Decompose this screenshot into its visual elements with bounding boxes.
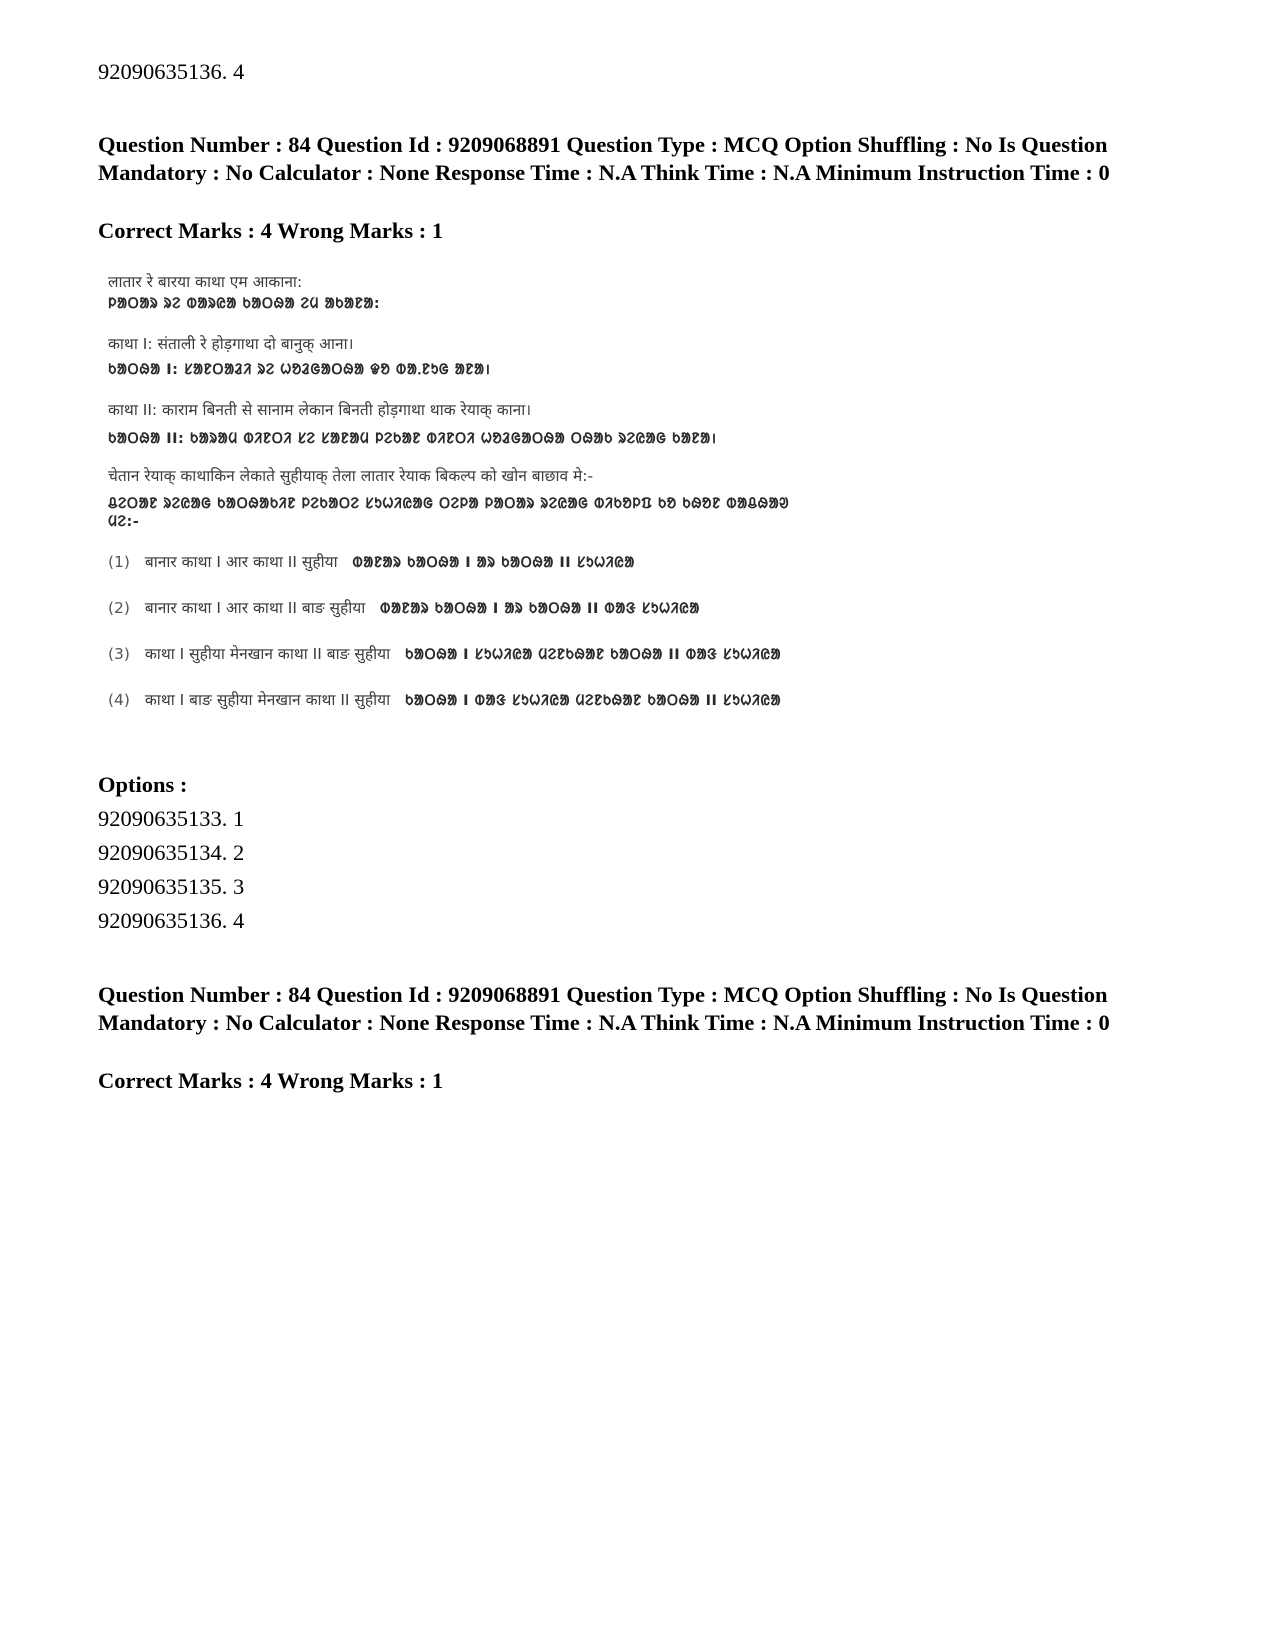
statement1-devanagari: काथा I: संताली रे होड़गाथा दो बानुक् आना। (108, 335, 354, 353)
choice-devanagari: काथा I सुहीया मेनखान काथा II बाङ सुहीया (144, 645, 391, 663)
question-header: Question Number : 84 Question Id : 9209068891 Question Type : MCQ Option Shuffling : No Is Question Mandatory : No Calculator : None Response Time : N.A Think Time : N.A Minimum Instruction Time : 0 (98, 982, 1110, 1035)
choice-olchiki: ᱵᱟᱱᱟᱨ ᱠᱟᱛᱷᱟ I ᱟᱨ ᱠᱟᱛᱷᱟ II ᱵᱟᱝ ᱥᱩᱦᱤᱭᱟ (380, 601, 700, 617)
intro-devanagari: लातार रे बारया काथा एम आकाना: (108, 273, 303, 291)
statement1-olchiki: ᱠᱟᱛᱷᱟ I: ᱥᱟᱱᱛᱟᱲᱤ ᱨᱮ ᱦᱚᱲᱜᱟᱛᱷᱟ ᱫᱚ ᱵᱟᱹᱱᱩᱜ ᱟᱱᱟ। (108, 362, 491, 378)
choice-devanagari: काथा I बाङ सुहीया मेनखान काथा II सुहीया (144, 691, 391, 709)
choice-number: (3) (108, 645, 130, 663)
choice-row (108, 690, 781, 711)
choice-olchiki: ᱠᱟᱛᱷᱟ I ᱵᱟᱝ ᱥᱩᱦᱤᱭᱟ ᱢᱮᱱᱠᱷᱟᱱ ᱠᱟᱛᱷᱟ II ᱥᱩᱦᱤᱭᱟ (404, 693, 782, 709)
statement2-olchiki: ᱠᱟᱛᱷᱟ II: ᱠᱟᱨᱟᱢ ᱵᱤᱱᱛᱤ ᱥᱮ ᱥᱟᱱᱟᱢ ᱞᱮᱠᱟᱱ ᱵᱤᱱᱛᱤ ᱦᱚᱲᱜᱟᱛᱷᱟ ᱛᱷᱟᱠ ᱨᱮᱭᱟᱜ ᱠᱟᱱᱟ। (108, 431, 717, 447)
question-marks: Correct Marks : 4 Wrong Marks : 1 (98, 218, 444, 243)
question-marks: Correct Marks : 4 Wrong Marks : 1 (98, 1068, 444, 1093)
choice-olchiki: ᱵᱟᱱᱟᱨ ᱠᱟᱛᱷᱟ I ᱟᱨ ᱠᱟᱛᱷᱟ II ᱥᱩᱦᱤᱭᱟ (352, 555, 635, 571)
option-item: 92090635136. 4 (98, 908, 245, 933)
instruction-olchiki-1: ᱪᱮᱛᱟᱱ ᱨᱮᱭᱟᱜ ᱠᱟᱛᱷᱟᱠᱤᱱ ᱞᱮᱠᱟᱛᱮ ᱥᱩᱦᱤᱭᱟᱜ ᱛᱮᱞᱟ ᱞᱟᱛᱟᱨ ᱨᱮᱭᱟᱜ ᱵᱤᱠᱚᱞᱯ ᱠᱚ ᱠᱷᱚᱱ ᱵᱟᱪᱷᱟᱣ (108, 496, 790, 512)
previous-option-line: 92090635136. 4 (98, 59, 245, 84)
choice-row (108, 644, 781, 665)
choice-number: (1) (108, 553, 130, 571)
instruction-olchiki-2: ᱢᱮ:- (108, 514, 140, 530)
intro-olchiki: ᱞᱟᱛᱟᱨ ᱨᱮ ᱵᱟᱨᱭᱟ ᱠᱟᱛᱷᱟ ᱮᱢ ᱟᱠᱟᱱᱟ: (108, 296, 381, 312)
question-header: Question Number : 84 Question Id : 9209068891 Question Type : MCQ Option Shuffling : No Is Question Mandatory : No Calculator : None Response Time : N.A Think Time : N.A Minimum Instruction Time : 0 (98, 132, 1110, 185)
choice-number: (2) (108, 599, 130, 617)
choice-devanagari: बानार काथा I आर काथा II बाङ सुहीया (144, 599, 366, 617)
option-item: 92090635133. 1 (98, 806, 245, 831)
options-title: Options : (98, 772, 188, 797)
statement2-devanagari: काथा II: काराम बिनती से सानाम लेकान बिनती होड़गाथा थाक रेयाक् काना। (108, 401, 532, 419)
choice-row (108, 552, 635, 573)
question-image (104, 272, 964, 752)
choice-row (108, 598, 700, 619)
option-item: 92090635134. 2 (98, 840, 245, 865)
option-item: 92090635135. 3 (98, 874, 245, 899)
instruction-devanagari: चेतान रेयाक् काथाकिन लेकाते सुहीयाक् तेला लातार रेयाक बिकल्प को खोन बाछाव मे:- (108, 467, 594, 485)
choice-devanagari: बानार काथा I आर काथा II सुहीया (144, 553, 338, 571)
choice-olchiki: ᱠᱟᱛᱷᱟ I ᱥᱩᱦᱤᱭᱟ ᱢᱮᱱᱠᱷᱟᱱ ᱠᱟᱛᱷᱟ II ᱵᱟᱝ ᱥᱩᱦᱤᱭᱟ (404, 647, 782, 663)
choice-number: (4) (108, 691, 130, 709)
